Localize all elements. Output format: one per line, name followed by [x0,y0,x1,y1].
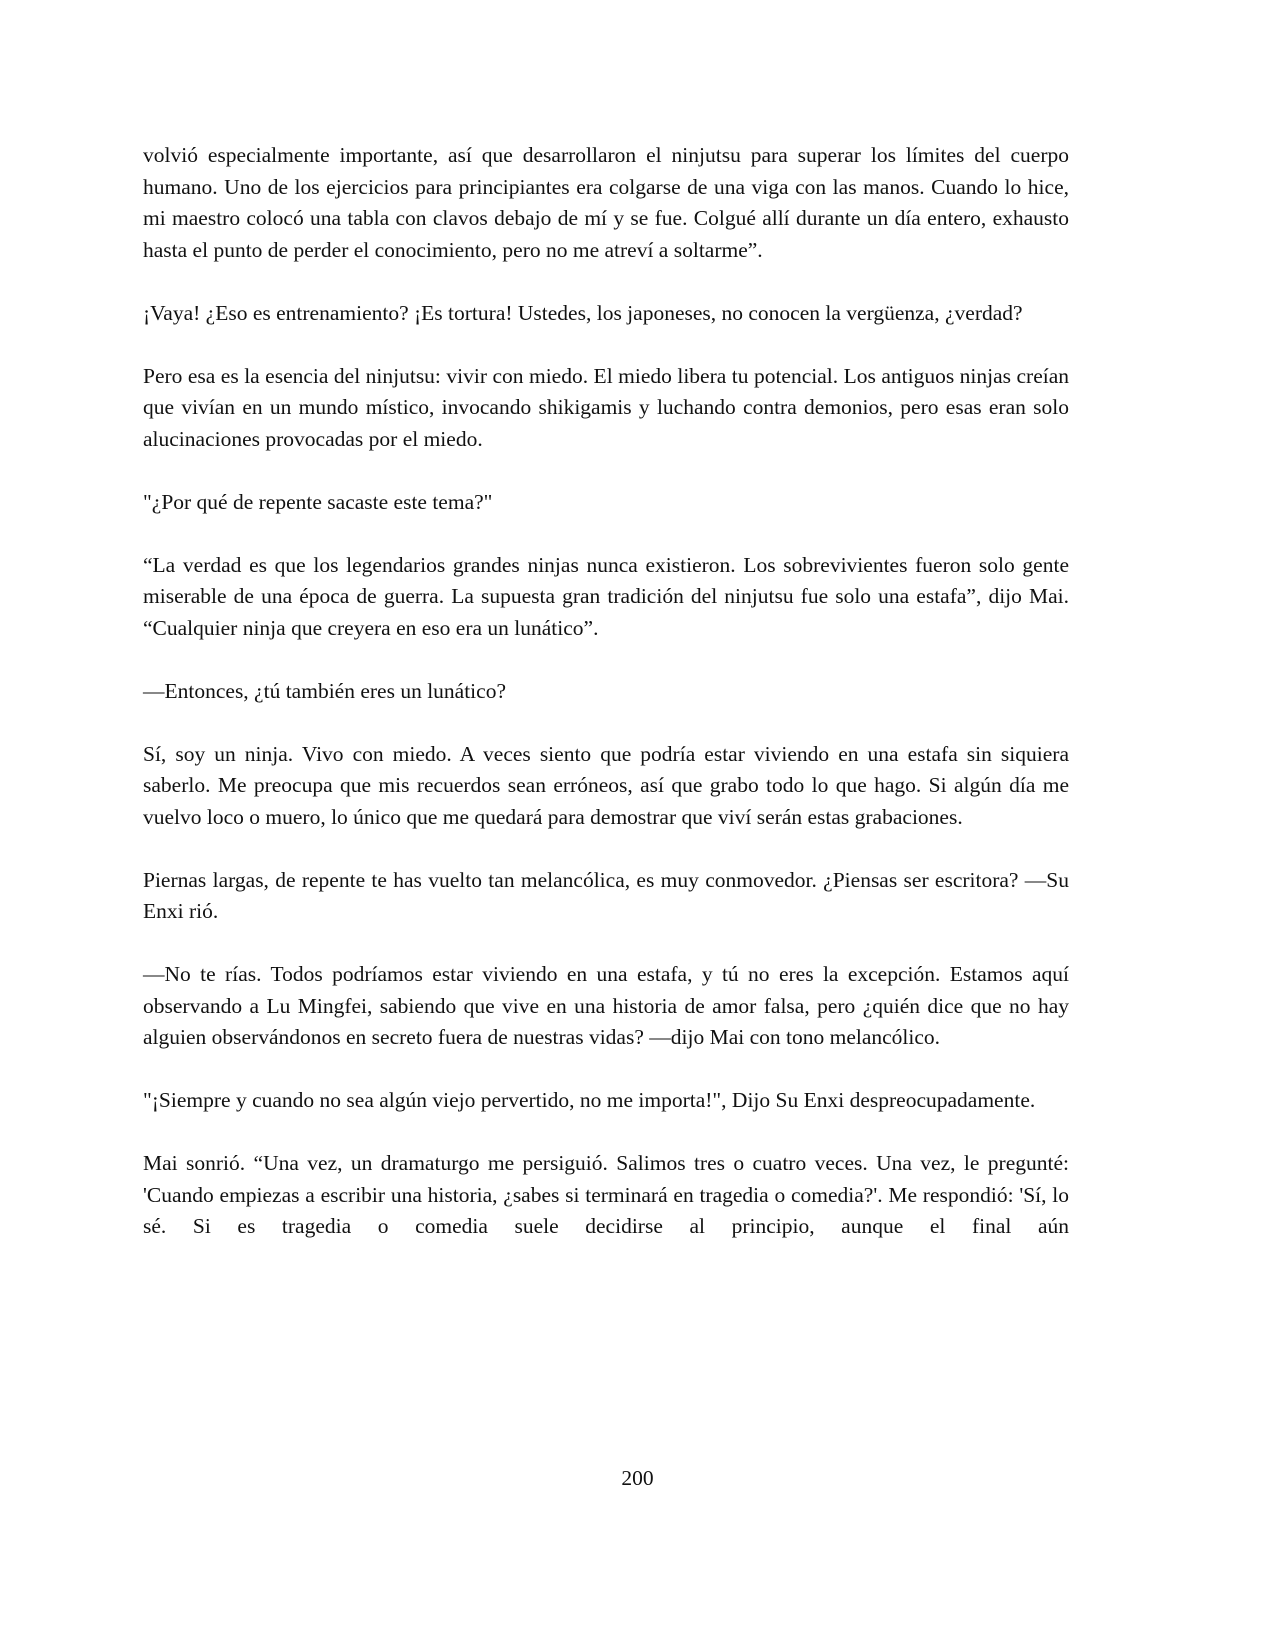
paragraph: “La verdad es que los legendarios grandes ninjas nunca existieron. Los sobrevivientes fueron solo gente miserable de una época de guerra. La supuesta gran tradición del ninjutsu fue solo una estafa”, dijo Mai. “Cualquier ninja que creyera en eso era un lunático”. [143,552,1069,640]
paragraph: "¡Siempre y cuando no sea algún viejo pervertido, no me importa!", Dijo Su Enxi despreocupadamente. [143,1088,1036,1112]
paragraph: ¡Vaya! ¿Eso es entrenamiento? ¡Es tortura! Ustedes, los japoneses, no conocen la vergüenza, ¿verdad? [143,300,1023,325]
page-number: 200 [621,1466,654,1490]
paragraph: —Entonces, ¿tú también eres un lunático? [143,678,506,703]
paragraph: "¿Por qué de repente sacaste este tema?" [143,489,493,514]
paragraph: Piernas largas, de repente te has vuelto tan melancólica, es muy conmovedor. ¿Piensas ser escritora? —Su Enxi rió. [143,867,1069,923]
paragraph: volvió especialmente importante, así que desarrollaron el ninjutsu para superar los límites del cuerpo humano. Uno de los ejercicios para principiantes era colgarse de una viga con las manos. Cuando lo hice, mi maestro colocó una tabla con clavos debajo de mí y se fue. Colgué allí durante un día entero, exhausto hasta el punto de perder el conocimiento, pero no me atreví a soltarme”. [143,143,1069,262]
paragraph: Sí, soy un ninja. Vivo con miedo. A veces siento que podría estar viviendo en una estafa sin siquiera saberlo. Me preocupa que mis recuerdos sean erróneos, así que grabo todo lo que hago. Si algún día me vuelvo loco o muero, lo único que me quedará para demostrar que viví serán estas grabaciones. [143,741,1069,829]
paragraph: —No te rías. Todos podríamos estar viviendo en una estafa, y tú no eres la excepción. Estamos aquí observando a Lu Mingfei, sabiendo que vive en una historia de amor falsa, pero ¿quién dice que no hay alguien observándonos en secreto fuera de nuestras vidas? —dijo Mai con tono melancólico. [143,962,1069,1049]
paragraph: Mai sonrió. “Una vez, un dramaturgo me persiguió. Salimos tres o cuatro veces. Una vez, le pregunté: 'Cuando empiezas a escribir una historia, ¿sabes si terminará en tragedia o comedia?'. Me respondió: 'Sí, lo sé. Si es tragedia o comedia suele decidirse al principio, aunque el final aún [143,1151,1069,1238]
page-body [143,140,1069,1274]
paragraph: Pero esa es la esencia del ninjutsu: vivir con miedo. El miedo libera tu potencial. Los antiguos ninjas creían que vivían en un mundo místico, invocando shikigamis y luchando contra demonios, pero esas eran solo alucinaciones provocadas por el miedo. [143,363,1069,451]
